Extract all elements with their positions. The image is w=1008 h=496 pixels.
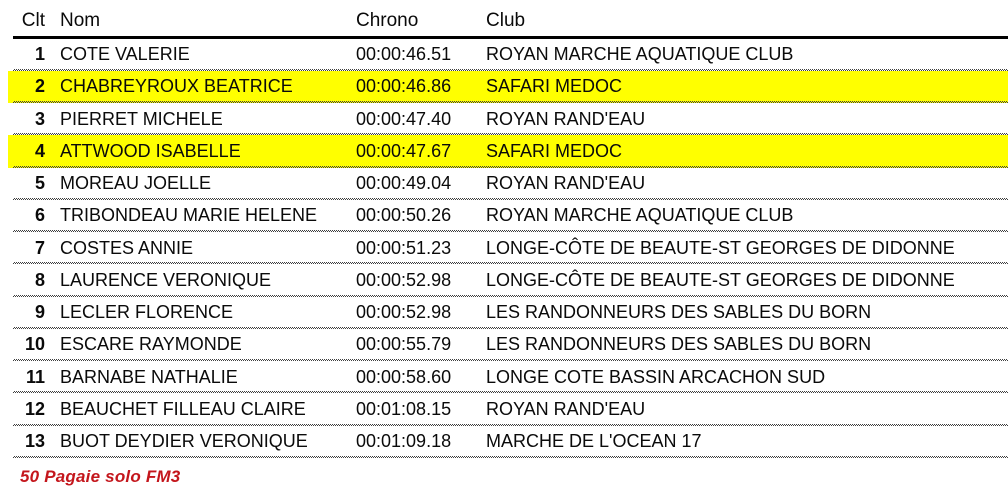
cell-rank: 9 (34, 302, 45, 323)
cell-chrono: 00:00:47.67 (356, 140, 452, 161)
cell-club: LONGE-CÔTE DE BEAUTE-ST GEORGES DE DIDONNE (486, 269, 955, 290)
cell-chrono: 00:01:09.18 (356, 431, 452, 452)
cell-name: LECLER FLORENCE (60, 302, 234, 323)
cell-chrono: 00:00:46.51 (356, 44, 452, 65)
cell-name: TRIBONDEAU MARIE HELENE (60, 205, 318, 226)
cell-name: BARNABE NATHALIE (60, 366, 238, 387)
table-row (8, 135, 1008, 167)
cell-rank: 1 (34, 44, 45, 65)
cell-name: MOREAU JOELLE (60, 173, 212, 194)
table-row (8, 39, 1008, 71)
cell-chrono: 00:00:55.79 (356, 334, 452, 355)
cell-chrono: 00:00:47.40 (356, 108, 452, 129)
cell-rank: 4 (34, 140, 45, 161)
cell-club: LES RANDONNEURS DES SABLES DU BORN (486, 302, 872, 323)
cell-name: CHABREYROUX BEATRICE (60, 76, 293, 97)
cell-club: ROYAN RAND'EAU (486, 398, 646, 419)
cell-rank: 3 (34, 108, 45, 129)
cell-club: MARCHE DE L'OCEAN 17 (486, 431, 702, 452)
table-row (8, 297, 1008, 329)
cell-chrono: 00:00:46.86 (356, 76, 452, 97)
cell-name: BUOT DEYDIER VERONIQUE (60, 431, 308, 452)
column-header-name: Nom (60, 10, 101, 31)
cell-chrono: 00:01:08.15 (356, 398, 452, 419)
cell-chrono: 00:00:50.26 (356, 205, 452, 226)
cell-chrono: 00:00:52.98 (356, 302, 452, 323)
table-row (8, 71, 1008, 103)
table-row (8, 168, 1008, 200)
cell-name: PIERRET MICHELE (60, 108, 223, 129)
table-row (8, 103, 1008, 135)
cell-club: LONGE-CÔTE DE BEAUTE-ST GEORGES DE DIDONNE (486, 237, 955, 258)
cell-chrono: 00:00:58.60 (356, 366, 452, 387)
cell-rank: 8 (34, 269, 45, 290)
cell-name: COSTES ANNIE (60, 237, 194, 258)
cell-rank: 11 (25, 366, 45, 387)
cell-club: LONGE COTE BASSIN ARCACHON SUD (486, 366, 826, 387)
cell-rank: 13 (24, 431, 45, 452)
cell-club: ROYAN MARCHE AQUATIQUE CLUB (486, 44, 794, 65)
cell-chrono: 00:00:52.98 (356, 269, 452, 290)
cell-rank: 7 (34, 237, 45, 258)
column-header-club: Club (486, 10, 526, 31)
table-row (8, 426, 1008, 458)
cell-rank: 2 (34, 76, 45, 97)
cell-rank: 10 (24, 334, 45, 355)
cell-name: COTE VALERIE (60, 44, 190, 65)
table-row (8, 232, 1008, 264)
cell-name: ESCARE RAYMONDE (60, 334, 242, 355)
table-row (8, 329, 1008, 361)
table-body (0, 39, 1008, 458)
cell-rank: 5 (34, 173, 45, 194)
cell-chrono: 00:00:49.04 (356, 173, 452, 194)
table-row (8, 361, 1008, 393)
table-row (8, 264, 1008, 296)
cell-club: SAFARI MEDOC (486, 140, 623, 161)
table-header-row (0, 0, 1008, 36)
cell-club: ROYAN RAND'EAU (486, 173, 646, 194)
cell-club: ROYAN MARCHE AQUATIQUE CLUB (486, 205, 794, 226)
cell-club: ROYAN RAND'EAU (486, 108, 646, 129)
cell-rank: 6 (34, 205, 45, 226)
column-header-rank: Clt (21, 10, 45, 31)
cell-club: SAFARI MEDOC (486, 76, 623, 97)
table-row (8, 393, 1008, 425)
column-header-chrono: Chrono (356, 10, 419, 31)
cell-rank: 12 (24, 398, 45, 419)
cell-name: ATTWOOD ISABELLE (60, 140, 241, 161)
table-row (8, 200, 1008, 232)
cell-chrono: 00:00:51.23 (356, 237, 452, 258)
cell-club: LES RANDONNEURS DES SABLES DU BORN (486, 334, 872, 355)
cell-name: BEAUCHET FILLEAU CLAIRE (60, 398, 306, 419)
category-footer-label: 50 Pagaie solo FM3 (20, 466, 181, 486)
cell-name: LAURENCE VERONIQUE (60, 269, 272, 290)
